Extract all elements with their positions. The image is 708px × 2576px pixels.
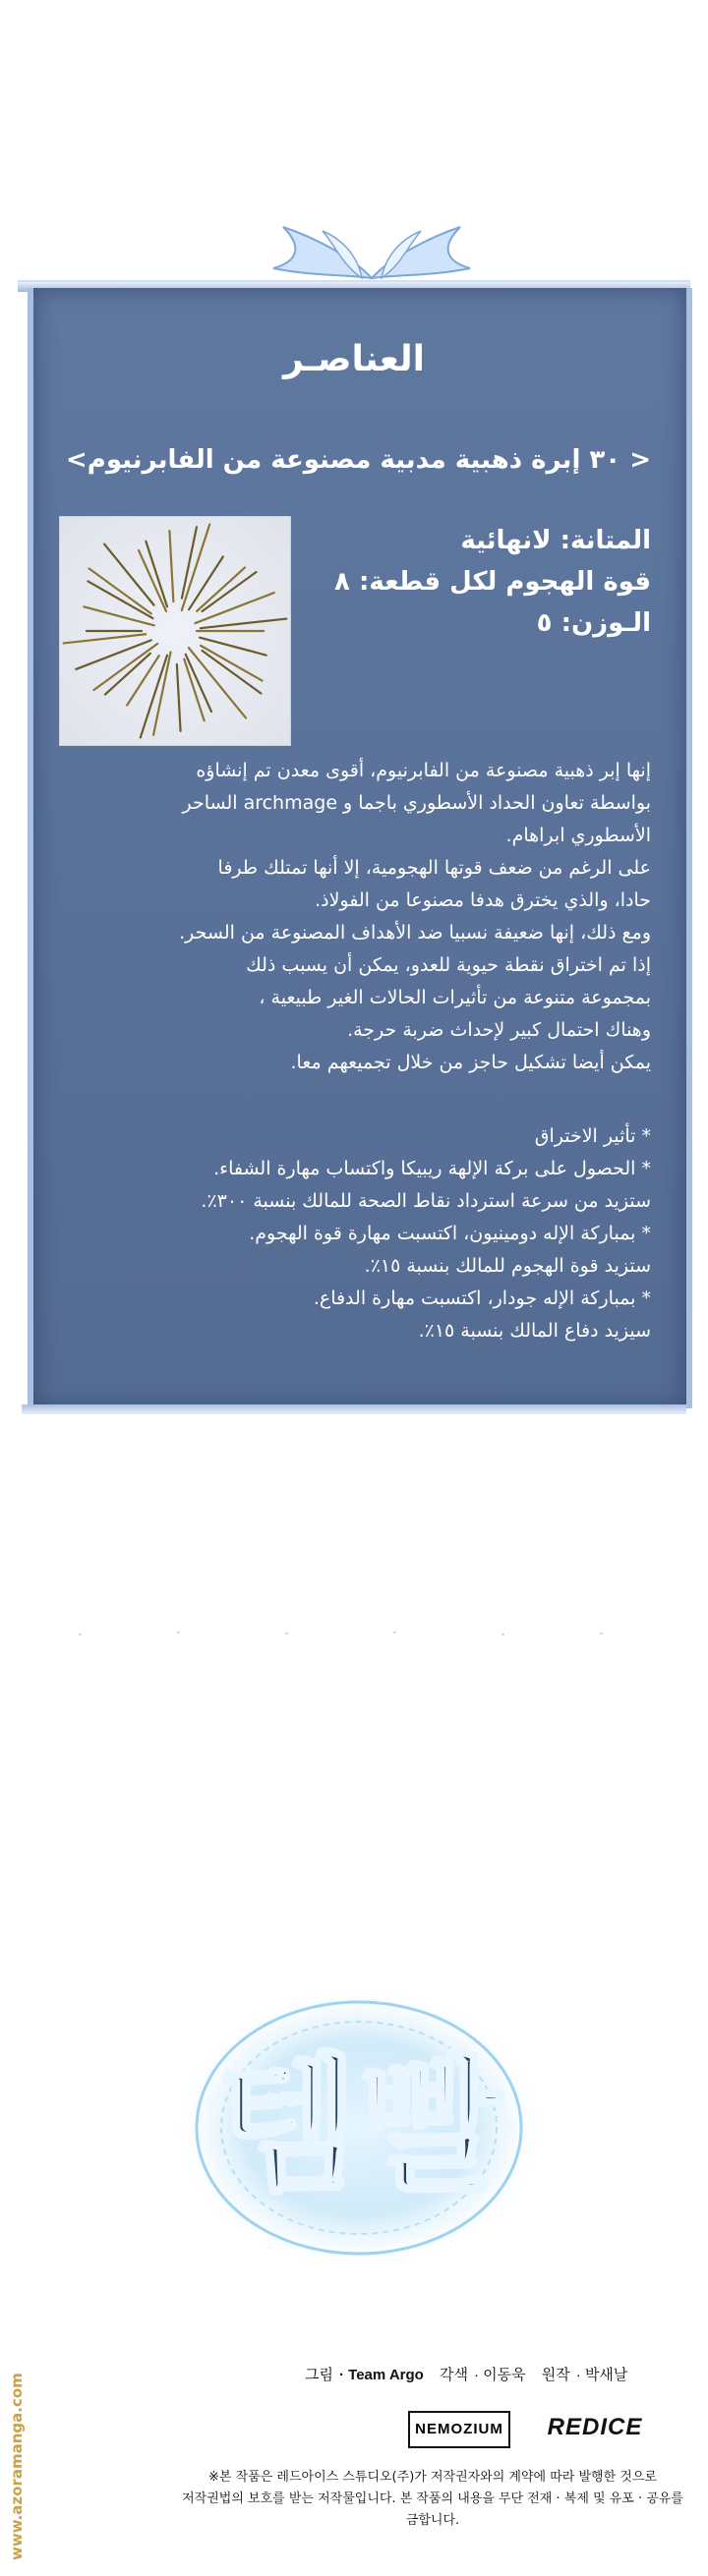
effect-line: * بمباركة الإله جودار، اكتسبت مهارة الدفاع. <box>313 1288 651 1309</box>
item-description <box>41 755 651 1079</box>
needle <box>200 638 266 656</box>
needle <box>201 619 286 629</box>
series-logo <box>152 1966 565 2290</box>
effect-line: ستزيد قوة الهجوم للمالك بنسبة ١٥٪. <box>364 1255 651 1277</box>
credit-adapt-label: 각색 <box>440 2367 468 2383</box>
notice-line: ※본 작품은 레드아이스 스튜디오(주)가 저작권자와의 계약에 따라 발행한 것으로 <box>208 2470 657 2485</box>
item-effects <box>41 1120 651 1347</box>
credit-original-value: · 박새날 <box>575 2367 628 2383</box>
site-watermark <box>4 2261 28 2565</box>
effect-line: * تأثير الاختراق <box>534 1125 651 1147</box>
effect-line: * بمباركة الإله دومينيون، اكتسبت مهارة قوة الهجوم. <box>249 1223 651 1244</box>
logo-text: 템빨 <box>216 2041 502 2212</box>
separator-dot <box>177 1631 180 1633</box>
description-line: بمجموعة متنوعة من تأثيرات الحالات الغير طبيعية ، <box>259 987 651 1008</box>
description-line: يمكن أيضا تشكيل حاجز من خلال تجميعهم معا. <box>290 1052 651 1073</box>
description-line: إنها إبر ذهبية مصنوعة من الفابرنيوم، أقوى معدن تم إنشاؤه <box>196 760 651 781</box>
notice-line: 저작권법의 보호를 받는 저작물입니다. 본 작품의 내용을 무단 전재 · 복제 및 유포 · 공유를 금합니다. <box>182 2491 683 2528</box>
needle <box>84 606 154 625</box>
separator-dot <box>393 1631 396 1633</box>
item-name: < ٣٠ إبرة ذهبية مدبية مصنوعة من الفابرنيوم> <box>66 445 651 475</box>
stat-durability: المتانة: لانهائية <box>460 526 651 555</box>
stat-weight: الـوزن: ٥ <box>536 608 651 638</box>
credit-original-label: 원작 <box>541 2367 570 2383</box>
effect-line: ستزيد من سرعة استرداد نقاط الصحة للمالك بنسبة ٣٠٠٪. <box>201 1190 651 1212</box>
description-line: الأسطوري ابراهام. <box>505 825 651 846</box>
separator-dot <box>502 1633 504 1635</box>
description-line: على الرغم من ضعف قوتها الهجومية، إلا أنها تمتلك طرفا <box>217 857 651 879</box>
credit-art-label: 그림 <box>305 2367 333 2383</box>
description-line: بواسطة تعاون الحداد الأسطوري باجما و archmage الساحر <box>182 792 651 814</box>
description-line: وهناك احتمال كبير لإحداث ضربة حرجة. <box>347 1019 651 1041</box>
separator-dot <box>600 1632 603 1634</box>
item-image <box>59 516 291 746</box>
nemozium-logo: NEMOZIUM <box>408 2411 510 2448</box>
needle <box>177 664 181 731</box>
copyright-notice <box>177 2467 688 2532</box>
needle <box>64 634 146 643</box>
credit-art-value: · Team Argo <box>338 2367 424 2383</box>
stat-attack: قوة الهجوم لكل قطعة: ٨ <box>334 567 651 597</box>
redice-logo: REDICE <box>547 2414 643 2440</box>
panel-title: العناصـر <box>283 339 425 379</box>
needle <box>76 640 150 669</box>
needle <box>169 531 173 601</box>
description-line: إذا تم اختراق نقطة حيوية للعدو، يمكن أن يسبب ذلك <box>246 954 651 976</box>
panel-bottom-frame <box>22 1404 686 1414</box>
effect-line: * الحصول على بركة الإلهة ريبيكا واكتساب مهارة الشفاء. <box>213 1158 651 1179</box>
credits <box>305 2364 688 2393</box>
needle <box>105 654 150 695</box>
item-info-panel <box>18 221 690 1420</box>
credit-adapt-value: · 이동욱 <box>473 2367 526 2383</box>
watermark-text: www.azoramanga.com <box>8 2373 26 2560</box>
effect-line: سيزيد دفاع المالك بنسبة ١٥٪. <box>418 1320 651 1342</box>
golden-needles-icon <box>60 517 290 745</box>
ornament-crest-icon <box>244 217 500 286</box>
separator-dot <box>285 1632 288 1634</box>
needle <box>88 581 152 618</box>
description-line: حادا، والذي يخترق هدفا مصنوعا من الفولاذ. <box>315 889 651 911</box>
needle <box>203 651 262 693</box>
needle <box>153 653 170 735</box>
separator-dot <box>79 1633 82 1635</box>
description-line: ومع ذلك، إنها ضعيفة نسبيا ضد الأهداف المصنوعة من السحر. <box>179 922 651 944</box>
needle <box>197 567 245 610</box>
needle <box>141 656 167 738</box>
